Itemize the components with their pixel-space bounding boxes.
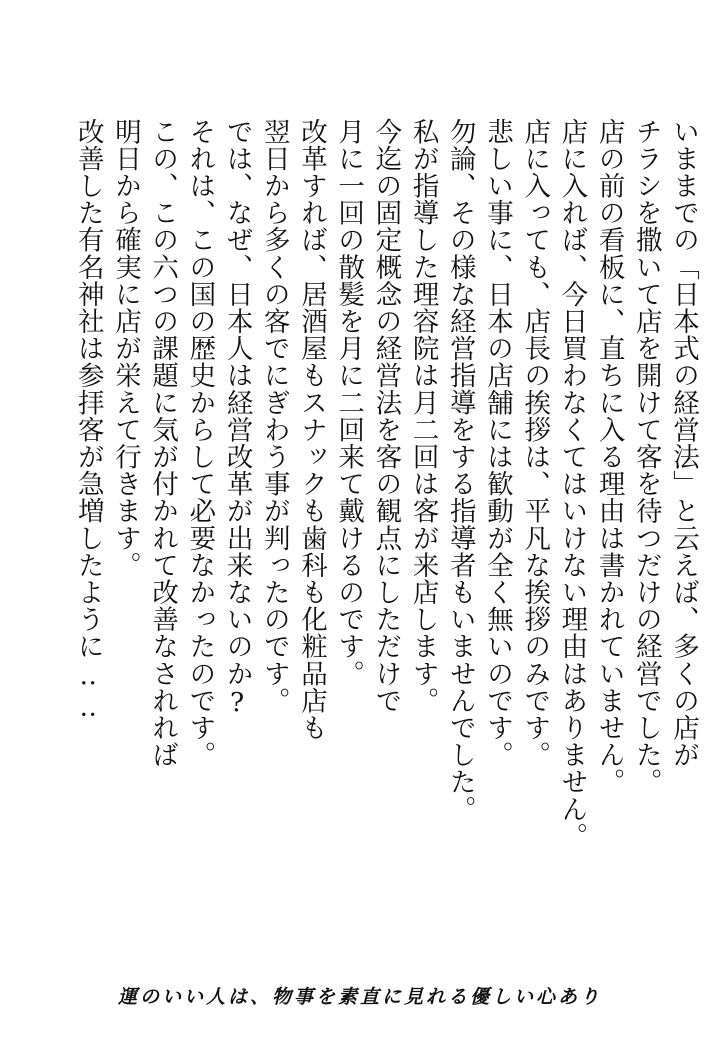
text-line: 改善した有名神社は参拝客が急増したように‥‥ xyxy=(72,118,104,724)
text-line: 月に一回の散髪を月に二回来て戴けるのです。 xyxy=(333,118,365,688)
text-line: 私が指導した理容院は月二回は客が来店します。 xyxy=(407,118,439,715)
text-line: いままでの「日本式の経営法」と云えば、多くの店が xyxy=(668,118,699,769)
text-line: 改革すれば、居酒屋もスナックも歯科も化粧品店も xyxy=(295,118,327,742)
text-line: では、なぜ、日本人は経営改革が出来ないのか? xyxy=(221,118,253,719)
text-line: チラシを撒いて店を開けて客を待つだけの経営でした。 xyxy=(630,118,662,796)
text-line: 店に入っても、店長の挨拶は、平凡な挨拶のみです。 xyxy=(519,118,551,769)
text-line: 翌日から多くの客でにぎわう事が判ったのです。 xyxy=(258,118,290,715)
text-line: 悲しい事に、日本の店舗には歓動が全く無いのです。 xyxy=(481,118,513,769)
text-line: 店の前の看板に、直ちに入る理由は書かれていません。 xyxy=(593,118,625,796)
text-line: この、この六つの課題に気が付かれて改善なされれば xyxy=(147,118,179,769)
text-line: 勿論、その様な経営指導をする指導者もいませんでした。 xyxy=(444,118,476,823)
text-line: 今迄の固定概念の経営法を客の観点にしただけで xyxy=(370,118,402,715)
footer-caption: 運のいい人は、物事を素直に見れる優しい心あり xyxy=(117,986,602,1008)
text-line: 明日から確実に店が栄えて行きます。 xyxy=(109,118,141,579)
text-line: 店に入れば、今日買わなくてはいけない理由はありません。 xyxy=(556,118,588,850)
text-line: それは、この国の歴史からして必要なかったのです。 xyxy=(184,118,216,769)
vertical-body-text xyxy=(22,118,702,938)
